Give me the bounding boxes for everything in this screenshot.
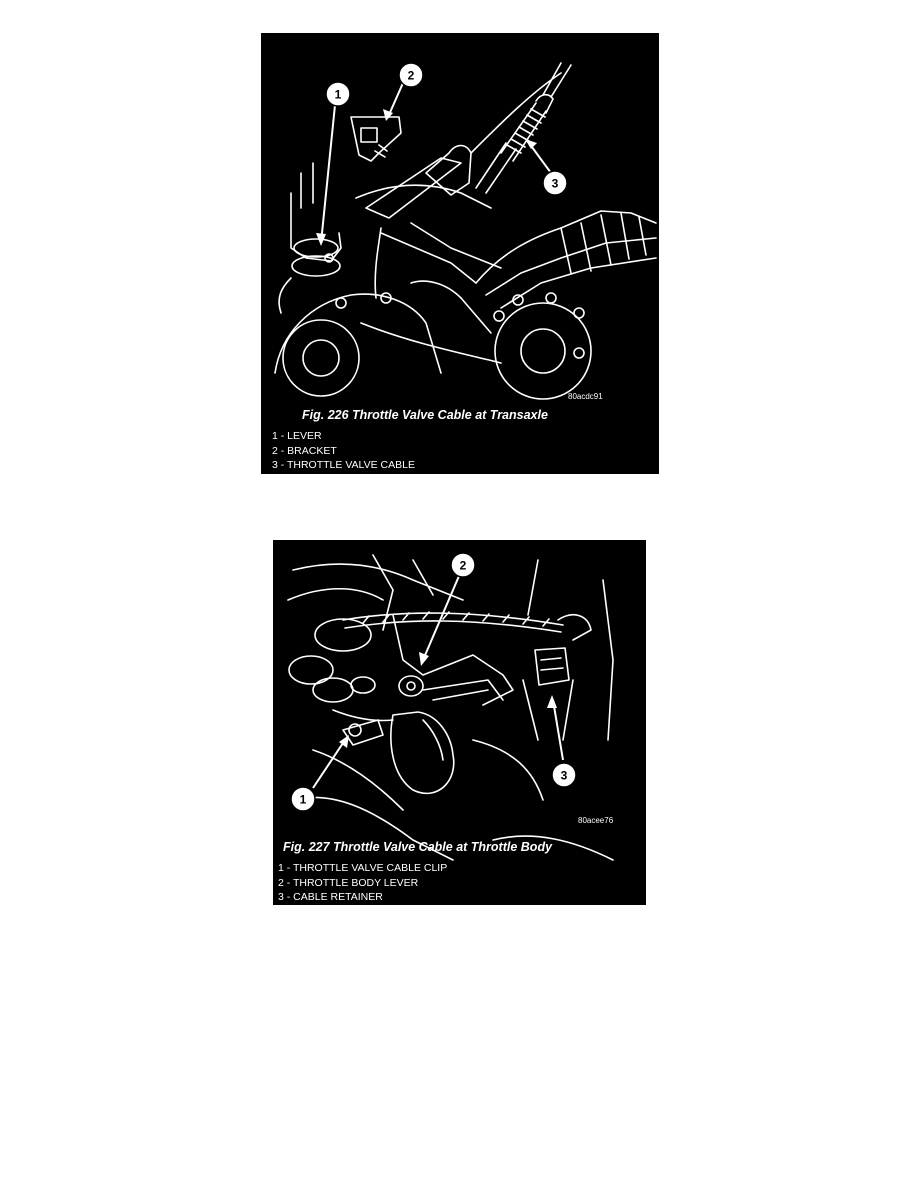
svg-text:3: 3 [551, 176, 559, 191]
callout-1 [326, 82, 350, 106]
svg-text:3: 3 [560, 768, 568, 783]
legend-item: 1 - LEVER [272, 430, 322, 442]
legend-item: 2 - THROTTLE BODY LEVER [278, 876, 419, 889]
callout-3 [543, 171, 567, 195]
legend-item: 2 - BRACKET [272, 444, 337, 457]
figure-title: Fig. 226 Throttle Valve Cable at Transaxle [302, 408, 548, 422]
svg-text:2: 2 [407, 68, 415, 83]
svg-text:2: 2 [459, 558, 467, 573]
legend-item: 1 - THROTTLE VALVE CABLE CLIP [278, 862, 448, 874]
figure-226 [261, 33, 659, 474]
figure-title: Fig. 227 Throttle Valve Cable at Throttle Body [283, 840, 553, 854]
svg-text:1: 1 [299, 792, 307, 807]
legend-item: 3 - THROTTLE VALVE CABLE [272, 459, 415, 471]
callout-1 [291, 787, 315, 811]
figure-legend [272, 429, 415, 473]
callout-2 [451, 553, 475, 577]
svg-text:1: 1 [334, 87, 342, 102]
figure-legend [278, 861, 447, 905]
figure-code: 80acdc91 [568, 392, 603, 401]
figure-code: 80acee76 [578, 816, 614, 825]
legend-item: 3 - CABLE RETAINER [278, 891, 383, 903]
figure-227 [273, 540, 646, 905]
callout-3 [552, 763, 576, 787]
callout-2 [399, 63, 423, 87]
